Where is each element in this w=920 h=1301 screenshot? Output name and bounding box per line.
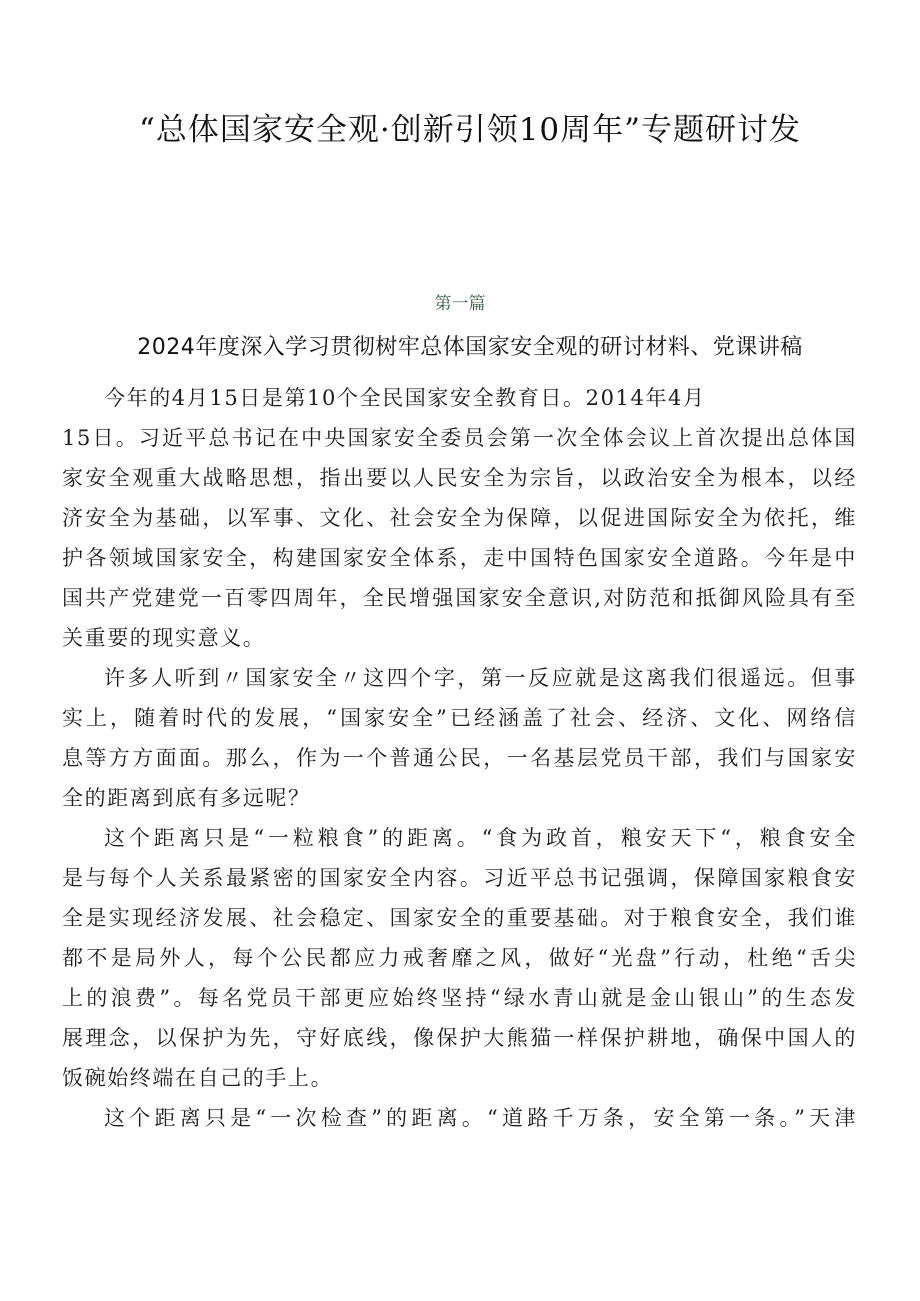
paragraph-line: 今年的4月15日是第10个全民国家安全教育日。2014年4月: [104, 386, 706, 410]
paragraph-line: 实上，随着时代的发展，“国家安全”已经涵盖了社会、经济、文化、网络信: [62, 706, 857, 730]
paragraph-line: 展理念，以保护为先，守好底线，像保护大熊猫一样保护耕地，确保中国人的: [62, 1026, 857, 1050]
paragraph-line: 全是实现经济发展、社会稳定、国家安全的重要基础。对于粮食安全，我们谁: [62, 906, 857, 930]
paragraph-line: 国共产党建党一百零四周年，全民增强国家安全意识,对防范和抵御风险具有至: [62, 586, 857, 610]
paragraph-line: 上的浪费”。每名党员干部更应始终坚持“绿水青山就是金山银山”的生态发: [62, 986, 857, 1010]
paragraph-1: [62, 378, 857, 658]
section-label: 第一篇: [434, 294, 486, 314]
paragraph-3: [62, 818, 857, 1098]
paragraph-line: 这个距离只是“一粒粮食”的距离。“食为政首，粮安天下“，粮食安全: [104, 826, 857, 850]
paragraph-4: [62, 1098, 857, 1138]
paragraph-line: 济安全为基础，以军事、文化、社会安全为保障，以促进国际安全为依托，维: [62, 506, 857, 530]
paragraph-line: 都不是局外人，每个公民都应力戒奢靡之风，做好“光盘”行动，杜绝“舌尖: [62, 946, 857, 970]
article-title: 2024年度深入学习贯彻树牢总体国家安全观的研讨材料、党课讲稿: [137, 335, 803, 360]
paragraph-line: 关重要的现实意义。: [62, 626, 266, 650]
paragraph-2: [62, 658, 857, 818]
document-title: “总体国家安全观·创新引领10周年”专题研讨发: [139, 112, 801, 148]
paragraph-line: 家安全观重大战略思想，指出要以人民安全为宗旨，以政治安全为根本，以经: [62, 466, 857, 490]
paragraph-line: 饭碗始终端在自己的手上。: [62, 1066, 334, 1090]
article-body: [62, 378, 857, 1138]
paragraph-line: 15日。习近平总书记在中央国家安全委员会第一次全体会议上首次提出总体国: [62, 426, 857, 450]
paragraph-line: 护各领域国家安全，构建国家安全体系，走中国特色国家安全道路。今年是中: [62, 546, 857, 570]
paragraph-line: 全的距离到底有多远呢？: [62, 786, 311, 810]
paragraph-line: 许多人听到〃国家安全〃这四个字，第一反应就是这离我们很遥远。但事: [104, 666, 857, 690]
paragraph-line: 这个距离只是“一次检查”的距离。“道路千万条，安全第一条。”天津: [104, 1106, 857, 1130]
paragraph-line: 息等方方面面。那么，作为一个普通公民，一名基层党员干部，我们与国家安: [62, 746, 857, 770]
paragraph-line: 是与每个人关系最紧密的国家安全内容。习近平总书记强调，保障国家粮食安: [62, 866, 857, 890]
